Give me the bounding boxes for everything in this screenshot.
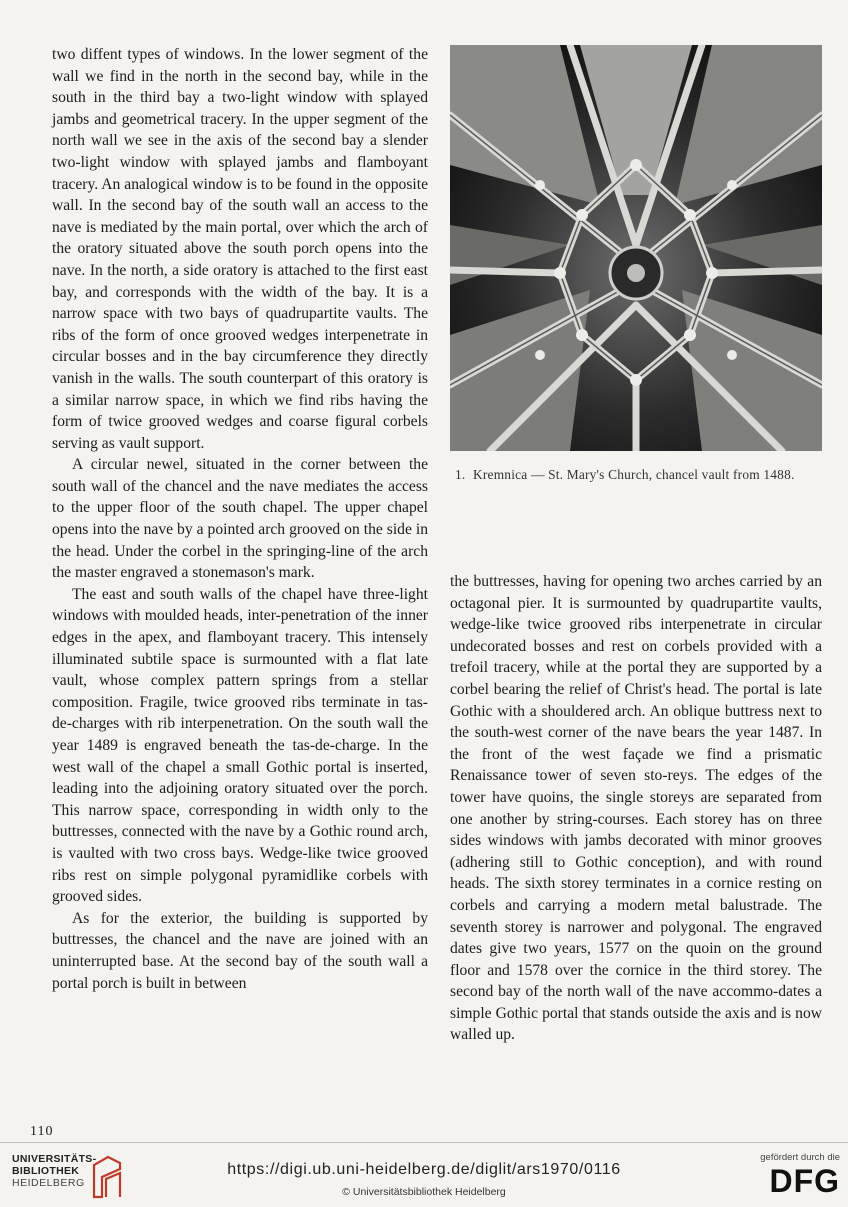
paragraph: As for the exterior, the building is supported by buttresses, the chancel and the nave are joined with an uninterrupted base. At the second bay of the south wall a portal porch is built in between [52, 909, 428, 992]
footer-divider [0, 1142, 848, 1143]
funder-name: DFG [769, 1163, 840, 1199]
library-name-line2: BIBLIOTHEK [12, 1165, 80, 1177]
paragraph: the buttresses, having for opening two arches carried by an octagonal pier. It is surmounted by quadrupartite vaults, wedge-like twice grooved ribs interpenetrate in circular undecorated bosses and rest on corbels provided with a trefoil tracery, while at the portal they are supported by a corbel bearing the relief of Christ's head. The portal is late Gothic with a shouldered arch. An oblique buttress next to the south-west corner of the nave bears the year 1487. In the front of the west façade we find a prismatic Renaissance tower of seven sto-reys. The edges of the tower have quoins, the single storeys are separated from one another by string-courses. Each storey has on three sides windows with jambs decorated with minor grooves (adhering still to Gothic conception), and with round heads. The sixth storey terminates in a cornice resting on corbels and carrying a modern metal balustrade. The seventh storey is narrower and polygonal. The engraved dates give two years, 1577 on the quoin on the ground floor and 1578 over the cornice in the third storey. The second bay of the north wall of the nave accommo-dates a simple Gothic portal that stands outside the axis and is now walled up. [450, 573, 822, 1044]
paragraph: The east and south walls of the chapel have three-light windows with moulded heads, inter-penetration of the inner edges in the apex, and flamboyant tracery. This intensely illuminated subtile space is surmounted with a flat late vault, whose complex pattern springs from a stellar composition. Fragile, twice grooved ribs terminate in tas-de-charges with rib interpenetration. On the south wall the year 1489 is engraved beneath the tas-de-charge. In the west wall of the chapel a small Gothic portal is inserted, leading into the adjoining oratory situated over the porch. This narrow space, corresponding in width only to the buttresses, connected with the nave by a Gothic round arch, is vaulted with two cross bays. Wedge-like twice grooved ribs rest on simple polygonal pyramidlike corbels with grooved sides. [52, 585, 428, 906]
stellar-vault-image [450, 45, 822, 451]
library-name-line3: HEIDELBERG [12, 1177, 85, 1189]
right-text-column [450, 571, 822, 1046]
paragraph: two diffent types of windows. In the lower segment of the wall we find in the north in the second bay, while in the south in the third bay a two-light window with splayed jambs and geometrical tracery. In the upper segment of the north wall we see in the axis of the second bay a slender two-light window with splayed jambs and flamboyant tracery. An analogical window is to be found in the opposite wall. In the second bay of the south wall an access to the nave is mediated by the main portal, over which the arch of the oratory situated above the south porch opens into the nave. In the north, a side oratory is attached to the first east bay, and corresponds with the width of the bay. It is a narrow space with two bays of quadrupartite vaults. The ribs of the form of once grooved wedges interpenetrate in circular bosses and in the bay circumference they directly vanish in the walls. The south counterpart of this oratory is a similar narrow space, in which we find ribs having the form of twice grooved wedges and coarse figural corbels serving as vault support. [52, 46, 428, 452]
copyright-notice: © Universitätsbibliothek Heidelberg [342, 1186, 506, 1198]
funding-label: gefördert durch die [760, 1152, 840, 1163]
document-url-link[interactable]: https://digi.ub.uni-heidelberg.de/diglit/ars1970/0116 [227, 1161, 621, 1178]
caption-number: 1. [455, 467, 466, 482]
caption-text: Kremnica — St. Mary's Church, chancel vault from 1488. [473, 467, 795, 482]
figure-caption [455, 466, 825, 484]
library-emblem-icon [90, 1153, 124, 1199]
paragraph: A circular newel, situated in the corner between the south wall of the chancel and the nave mediates the access to the upper floor of the south chapel. The upper chapel opens into the nave by a pointed arch grooved on the side in the head. Under the corbel in the springing-line of the arch the master engraved a stonemason's mark. [52, 456, 428, 582]
left-text-column [52, 44, 428, 994]
vault-photograph [450, 45, 822, 451]
page-number: 110 [30, 1124, 54, 1139]
university-library-logo[interactable] [12, 1153, 122, 1199]
library-name-line1: UNIVERSITÄTS- [12, 1153, 97, 1165]
dfg-logo[interactable] [750, 1152, 840, 1199]
